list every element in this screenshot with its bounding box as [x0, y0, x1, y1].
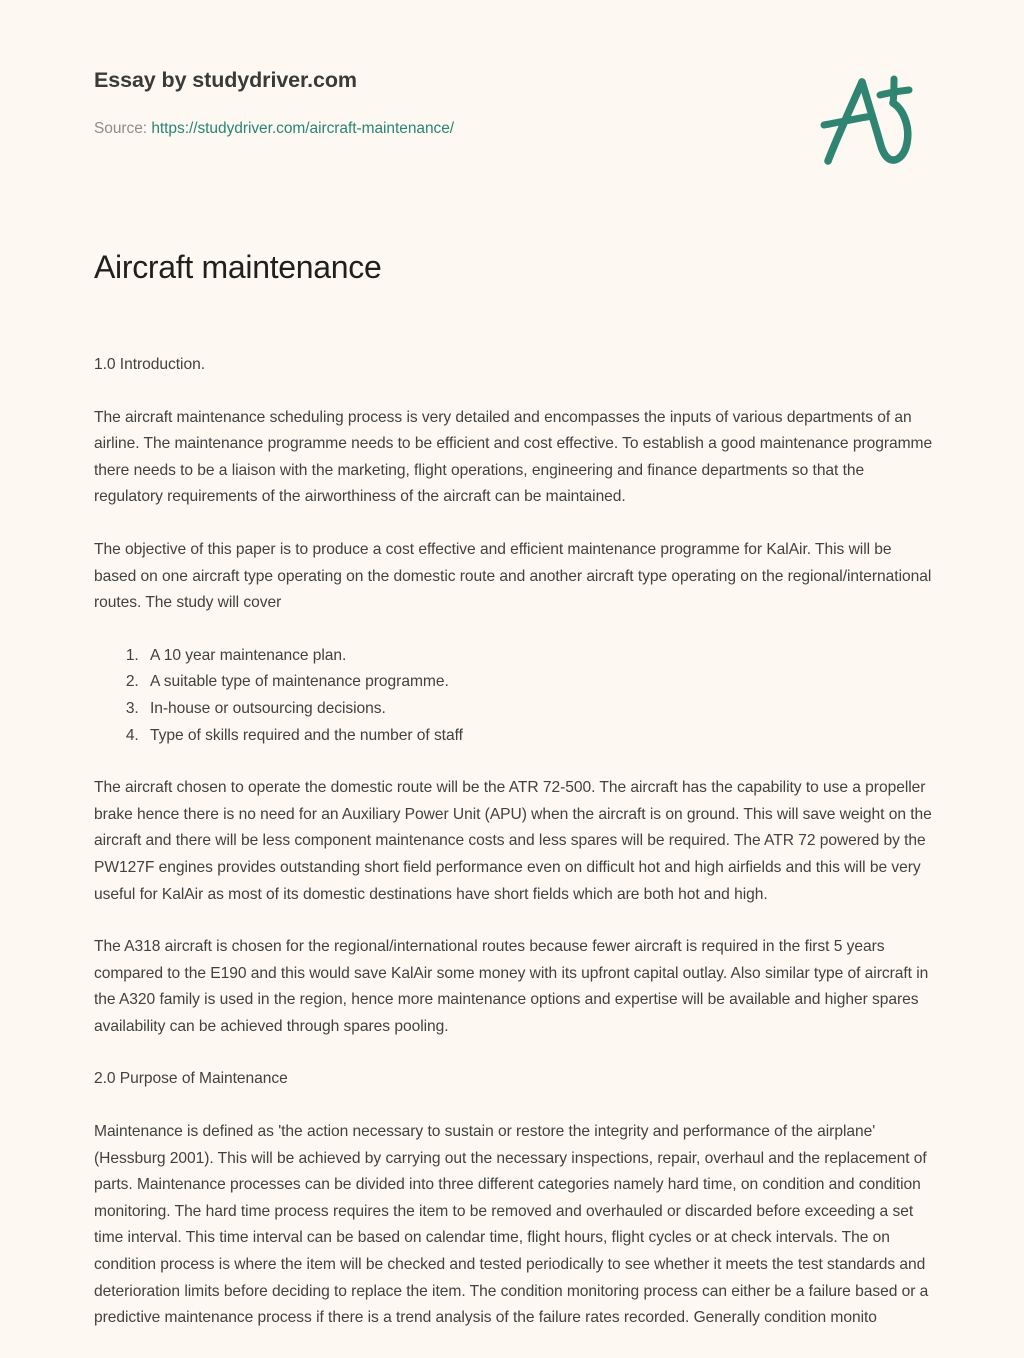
heading-purpose-of-maintenance: 2.0 Purpose of Maintenance — [94, 1070, 288, 1088]
a-plus-icon — [806, 62, 926, 172]
source-label: Source: — [94, 120, 148, 137]
paragraph-intro: The aircraft maintenance scheduling process is very detailed and encompasses the inputs of various departments of an airline. The maintenance programme needs to be efficient and cost effective. To establish a good maintenance programme there needs to be a liaison with the marketing, flight operations, engineering and finance departments so that the regulatory requirements of the airworthiness of the aircraft can be maintained. — [94, 408, 933, 506]
studydriver-a-plus-logo — [806, 62, 926, 172]
paragraph-objective: The objective of this paper is to produce a cost effective and efficient maintenance programme for KalAir. This will be based on one aircraft type operating on the domestic route and another aircraft type operating on the regional/international routes. The study will cover — [94, 540, 932, 612]
page-title: Aircraft maintenance — [94, 249, 382, 285]
list-item: 1. A 10 year maintenance plan. — [143, 643, 934, 670]
source-line — [94, 120, 454, 138]
paragraph-maintenance-definition: Maintenance is defined as 'the action necessary to sustain or restore the integrity and performance of the airplane' (Hessburg 2001). This will be achieved by carrying out the necessary inspections, repair, overhaul and the replacement of parts. Maintenance processes can be divided into three different categories namely hard time, on condition and condition monitoring. The hard time process requires the item to be removed and overhauled or discarded before exceeding a set time interval. This time interval can be based on calendar time, flight hours, flight cycles or at check intervals. The on condition process is where the item will be checked and tested periodically to see whether it meets the test standards and deterioration limits before deciding to replace the item. The condition monitoring process can either be a failure based or a predictive maintenance process if there is a trend analysis of the failure rates recorded. Generally condition monito — [94, 1123, 929, 1327]
source-url-link[interactable]: https://studydriver.com/aircraft-maintenance/ — [151, 120, 455, 137]
study-scope-list — [94, 643, 934, 749]
brand-byline: Essay by studydriver.com — [94, 68, 357, 92]
list-item: 3. In-house or outsourcing decisions. — [143, 696, 934, 723]
list-item: 4. Type of skills required and the number of staff — [143, 723, 934, 750]
paragraph-a318: The A318 aircraft is chosen for the regional/international routes because fewer aircraft is required in the first 5 years compared to the E190 and this would save KalAir some money with its upfront capital outlay. Also similar type of aircraft in the A320 family is used in the region, hence more maintenance options and expertise will be available and higher spares availability can be achieved through spares pooling. — [94, 938, 929, 1035]
page-header — [0, 0, 1024, 200]
paragraph-atr72: The aircraft chosen to operate the domestic route will be the ATR 72-500. The aircraft has the capability to use a propeller brake hence there is no need for an Auxiliary Power Unit (APU) when the aircraft is on ground. This will save weight on the aircraft and there will be less component maintenance costs and less spares will be required. The ATR 72 powered by the PW127F engines provides outstanding short field performance even on difficult hot and high airfields and this will be very useful for KalAir as most of its domestic destinations have short fields which are both hot and high. — [94, 779, 932, 903]
list-item: 2. A suitable type of maintenance programme. — [143, 669, 934, 696]
essay-body — [94, 352, 934, 1358]
heading-introduction: 1.0 Introduction. — [94, 356, 205, 373]
